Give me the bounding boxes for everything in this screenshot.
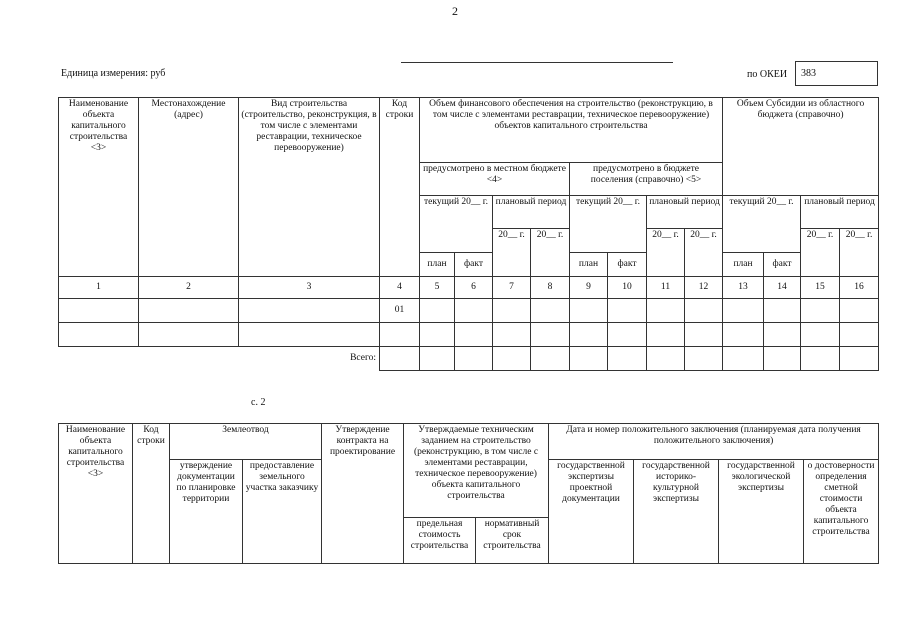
table-cell[interactable]: [840, 299, 879, 323]
header-local-budget: предусмотрено в местном бюджете <4>: [420, 163, 570, 196]
table-cell[interactable]: [531, 299, 570, 323]
table-cell[interactable]: [493, 347, 531, 371]
table-cell[interactable]: [764, 299, 801, 323]
okei-field: [795, 61, 878, 86]
header-year: 20__ г.: [801, 229, 840, 277]
cell-location[interactable]: [139, 299, 239, 323]
table-cell[interactable]: [380, 323, 420, 347]
column-number: 6: [455, 277, 493, 299]
header-year: 20__ г.: [493, 229, 531, 277]
table-cell[interactable]: [493, 299, 531, 323]
table-cell[interactable]: [455, 347, 493, 371]
column-numbers-row: [59, 277, 879, 299]
header-object-name: Наименование объекта капитального строительства <3>: [59, 424, 133, 564]
header-plan: план: [723, 253, 764, 277]
total-row: [59, 347, 879, 371]
column-number: 13: [723, 277, 764, 299]
table-cell[interactable]: [801, 323, 840, 347]
table-cell[interactable]: [723, 347, 764, 371]
header-row-code: Код строки: [133, 424, 170, 564]
table-cell[interactable]: [493, 323, 531, 347]
table-cell[interactable]: [608, 299, 647, 323]
column-number: 12: [685, 277, 723, 299]
header-plan: план: [570, 253, 608, 277]
page-reference: с. 2: [251, 397, 266, 408]
header-current-year: текущий 20__ г.: [420, 196, 493, 253]
column-number: 3: [239, 277, 380, 299]
table-cell[interactable]: [531, 347, 570, 371]
okei-value: 383: [801, 68, 816, 79]
table-cell[interactable]: [531, 323, 570, 347]
table-cell[interactable]: [647, 299, 685, 323]
table-cell[interactable]: [420, 323, 455, 347]
title-underline: [401, 62, 673, 63]
header-technical-task: Утверждаемые техническим заданием на строительство (реконструкцию, в том числе с элементами реставрации, техническое перевооружение) объекта капитального строительства: [404, 424, 549, 518]
total-label: Всего:: [350, 353, 376, 364]
header-year: 20__ г.: [685, 229, 723, 277]
table-cell[interactable]: [59, 323, 139, 347]
header-finance-volume: Объем финансового обеспечения на строительство (реконструкцию, в том числе с элементами реставрации, техническое перевооружение) объектов капитального строительства: [420, 98, 723, 163]
column-number: 7: [493, 277, 531, 299]
header-historical-expertise: государственной историко-культурной экспертизы: [634, 460, 719, 564]
header-fact: факт: [608, 253, 647, 277]
table-cell[interactable]: [685, 323, 723, 347]
column-number: 9: [570, 277, 608, 299]
header-contract-approval: Утверждение контракта на проектирование: [322, 424, 404, 564]
header-location: Местонахождение (адрес): [139, 98, 239, 277]
header-object-name: Наименование объекта капитального строительства <3>: [59, 98, 139, 277]
table-cell[interactable]: [764, 347, 801, 371]
cell-construction-type[interactable]: [239, 299, 380, 323]
table-cell[interactable]: [455, 299, 493, 323]
unit-label: Единица измерения: руб: [61, 68, 166, 79]
table-cell[interactable]: [380, 347, 420, 371]
column-number: 5: [420, 277, 455, 299]
finance-table: [58, 97, 879, 371]
table-cell[interactable]: [647, 347, 685, 371]
column-number: 16: [840, 277, 879, 299]
table-cell[interactable]: [420, 347, 455, 371]
table-cell[interactable]: [840, 347, 879, 371]
header-conclusion: Дата и номер положительного заключения (планируемая дата получения положительного заключения): [549, 424, 879, 460]
table-cell[interactable]: [801, 299, 840, 323]
table-cell[interactable]: [608, 323, 647, 347]
table-cell[interactable]: [139, 323, 239, 347]
header-construction-type: Вид строительства (строительство, реконструкция, в том числе с элементами реставрации, техническое перевооружение): [239, 98, 380, 277]
table-cell[interactable]: [455, 323, 493, 347]
header-settlement-budget: предусмотрено в бюджете поселения (справочно) <5>: [570, 163, 723, 196]
header-planned-period: плановый период: [493, 196, 570, 229]
header-max-cost: предельная стоимость строительства: [404, 518, 476, 564]
header-plan: план: [420, 253, 455, 277]
table-cell[interactable]: [608, 347, 647, 371]
column-number: 2: [139, 277, 239, 299]
cell-object-name[interactable]: [59, 299, 139, 323]
table-cell[interactable]: [420, 299, 455, 323]
cell-row-code: 01: [380, 299, 420, 323]
header-ecological-expertise: государственной экологической экспертизы: [719, 460, 804, 564]
table-cell[interactable]: [685, 299, 723, 323]
table-cell[interactable]: [570, 347, 608, 371]
table-cell[interactable]: [801, 347, 840, 371]
header-land-provision: предоставление земельного участка заказчику: [243, 460, 322, 564]
table-cell[interactable]: [685, 347, 723, 371]
header-planned-period: плановый период: [801, 196, 879, 229]
header-planned-period: плановый период: [647, 196, 723, 229]
column-number: 15: [801, 277, 840, 299]
column-number: 11: [647, 277, 685, 299]
table-cell[interactable]: [570, 323, 608, 347]
header-land-allotment: Землеотвод: [170, 424, 322, 460]
header-year: 20__ г.: [531, 229, 570, 277]
table-cell[interactable]: [570, 299, 608, 323]
table-cell[interactable]: [239, 323, 380, 347]
column-number: 4: [380, 277, 420, 299]
header-land-plan-approval: утверждение документации по планировке территории: [170, 460, 243, 564]
header-state-expertise: государственной экспертизы проектной документации: [549, 460, 634, 564]
header-current-year: текущий 20__ г.: [723, 196, 801, 253]
header-fact: факт: [455, 253, 493, 277]
header-year: 20__ г.: [647, 229, 685, 277]
table-cell[interactable]: [840, 323, 879, 347]
page-number: 2: [452, 4, 458, 18]
okei-label: по ОКЕИ: [747, 69, 788, 80]
header-current-year: текущий 20__ г.: [570, 196, 647, 253]
approval-table: [58, 423, 879, 564]
header-row-code: Код строки: [380, 98, 420, 277]
table-row: [59, 299, 879, 323]
header-cost-reliability: о достоверности определения сметной стоимости объекта капитального строительства: [804, 460, 879, 564]
table-row: [59, 323, 879, 347]
header-normative-term: нормативный срок строительства: [476, 518, 549, 564]
column-number: 14: [764, 277, 801, 299]
header-subsidy-volume: Объем Субсидии из областного бюджета (справочно): [723, 98, 879, 196]
table-cell[interactable]: [647, 323, 685, 347]
column-number: 10: [608, 277, 647, 299]
table-cell[interactable]: [764, 323, 801, 347]
column-number: 8: [531, 277, 570, 299]
header-fact: факт: [764, 253, 801, 277]
header-year: 20__ г.: [840, 229, 879, 277]
table-cell[interactable]: [723, 299, 764, 323]
column-number: 1: [59, 277, 139, 299]
table-cell[interactable]: [723, 323, 764, 347]
